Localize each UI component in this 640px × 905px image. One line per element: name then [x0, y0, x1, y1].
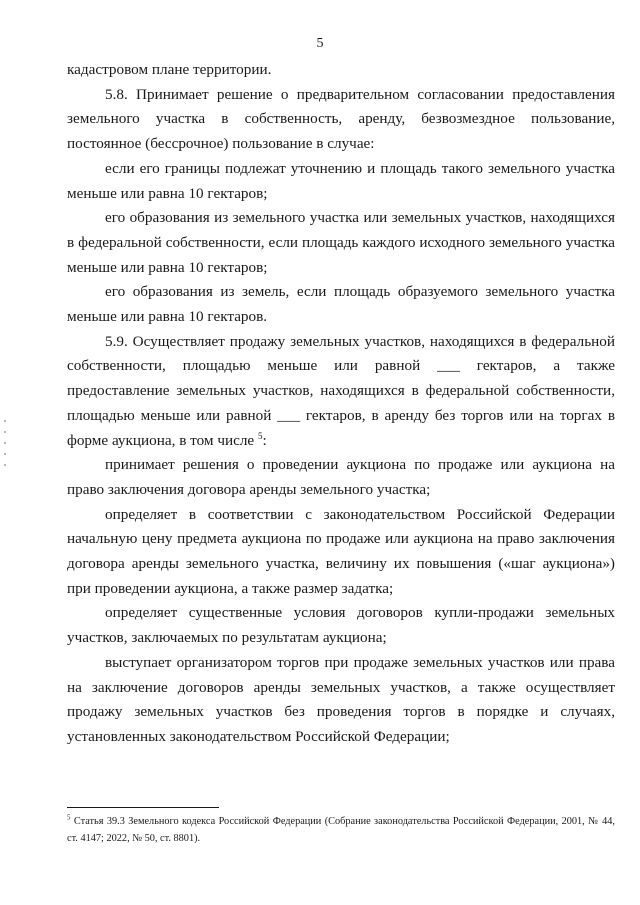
footnote-divider: [67, 807, 219, 808]
paragraph-condition-3: его образования из земель, если площадь образуемого земельного участка меньше или равна 10 гектаров.: [67, 283, 615, 326]
paragraph-condition-1: если его границы подлежат уточнению и площадь такого земельного участка меньше или равна 10 гектаров;: [67, 159, 615, 202]
footnote-reference-suffix: :: [262, 431, 267, 449]
paragraph-clause-5-9: [67, 330, 615, 454]
paragraph-auction-decision: принимает решения о проведении аукциона по продаже или аукциона на право заключения договора аренды земельного участка;: [67, 456, 615, 498]
clause-5-9-text: 5.9. Осуществляет продажу земельных участков, находящихся в федеральной собственности, площадью меньше или равной ___ гектаров, а также предоставление земельных участков, находящихся в федеральной собственности, площадью меньше или равной ___ гектаров, в аренду без торгов или на торгах в форме аукциона, в том числе: [67, 332, 615, 449]
paragraph-contract-terms: определяет существенные условия договоров купли-продажи земельных участков, заключаемых по результатам аукциона;: [67, 604, 615, 647]
footnote-text: Статья 39.3 Земельного кодекса Российской Федерации (Собрание законодательства Российской Федерации, 2001, № 44, ст. 4147; 2022, № 50, ст. 8801).: [67, 816, 615, 844]
footnote-mark: 5: [67, 813, 71, 822]
paragraph-auction-organizer: выступает организатором торгов при продаже земельных участков или права на заключение договоров аренды земельных участков, а также осуществляет продажу земельных участков без проведения торгов в порядке и случаях, установленных законодательством Российской Федерации;: [67, 653, 615, 745]
paragraph-continuation: кадастровом плане территории.: [67, 61, 272, 78]
page-number: 5: [316, 36, 324, 51]
scan-margin-marks: [4, 420, 8, 480]
footnote-reference: 5: [257, 430, 263, 441]
paragraph-condition-2: его образования из земельного участка или земельных участков, находящихся в федеральной собственности, если площадь каждого исходного земельного участка меньше или равна 10 гектаров;: [67, 209, 615, 276]
paragraph-clause-5-8: 5.8. Принимает решение о предварительном согласовании предоставления земельного участка в собственность, аренду, безвозмездное пользование, постоянное (бессрочное) пользование в случае:: [67, 85, 615, 153]
paragraph-initial-price: определяет в соответствии с законодательством Российской Федерации начальную цену предмета аукциона по продаже или аукциона на право заключения договора аренды земельного участка, величину их повышения («шаг аукциона») при проведении аукциона, а также размер задатка;: [67, 505, 615, 597]
footnote: [67, 813, 615, 847]
document-body: [67, 58, 615, 750]
